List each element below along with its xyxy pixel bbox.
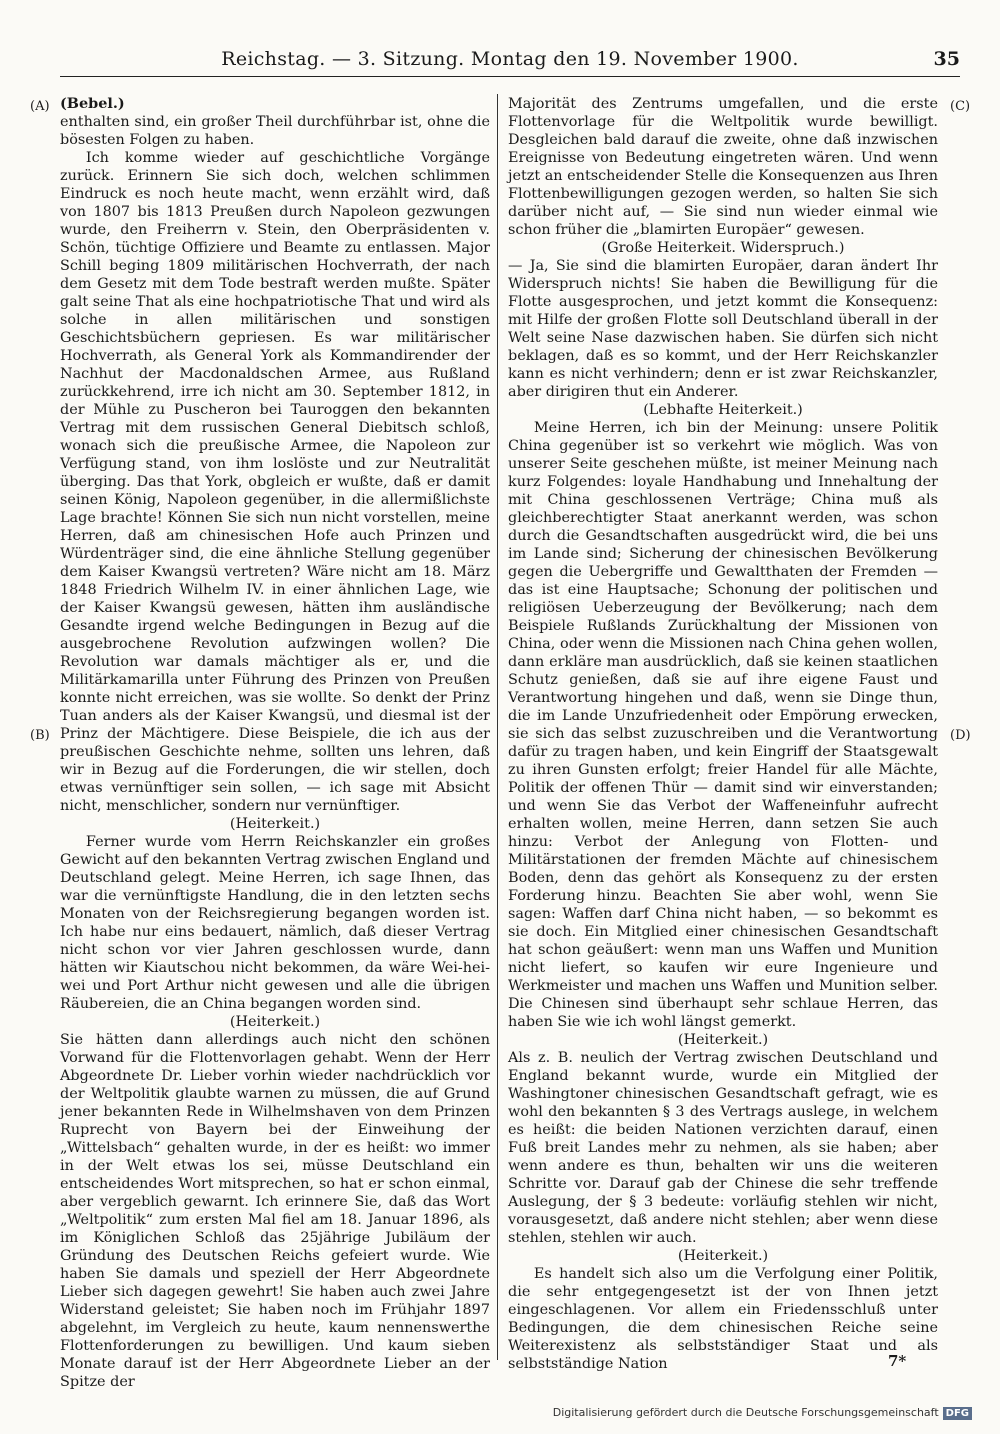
footer-credit	[553, 1406, 972, 1420]
paragraph: Ich komme wieder auf geschichtliche Vorgänge zurück. Erinnern Sie sich doch, welchen schlimmen Eindruck es noch heute macht, wenn erzählt wird, daß von 1807 bis 1813 Preußen durch Napoleon gezwungen wurde, den Freiherrn v. Stein, den Oberpräsidenten v. Schön, tüchtige Offiziere und Beamte zu entlassen. Major Schill beging 1809 militärischen Hochverrath, der nach dem Gesetz mit dem Tode bestraft werden mußte. Später galt seine That als eine hochpatriotische That und wird als solche in allen militärischen und sonstigen Geschichtsbüchern gepriesen. Es war militärischer Hochverrath, als General York als Kommandirender der Nachhut der Macdonaldschen Armee, aus Rußland zurückkehrend, irre ich nicht am 30. September 1812, in der Mühle zu Puscheron bei Tauroggen den bekannten Vertrag mit dem russischen General Diebitsch schloß, wonach sich die preußische Armee, die Napoleon zur Verfügung stand, von ihm loslöste und zur Neutralität überging. Das that York, obgleich er wußte, daß er damit seinen König, Napoleon gegenüber, in die allermißlichste Lage brachte! Können Sie sich nun nicht vorstellen, meine Herren, daß am chinesischen Hofe auch Prinzen und Würdenträger sind, die eine ähnliche Stellung gegenüber dem Kaiser Kwangsü vertreten? Wäre nicht am 18. März 1848 Friedrich Wilhelm IV. in einer ähnlichen Lage, wie der Kaiser Kwangsü gewesen, hätten ihm ausländische Gesandte irgend welche Bedingungen in Bezug auf die ausgebrochene Revolution aufzwingen wollen? Die Revolution war damals mächtiger als er, und die Militärkamarilla unter Führung des Prinzen von Preußen konnte nicht erreichen, was sie wollte. So denkt der Prinz Tuan anders als der Kaiser Kwangsü, und diesmal ist der Prinz der Mächtigere. Diese Beispiele, die ich aus der preußischen Geschichte nehme, sollten uns lehren, daß wir in Bezug auf die Forderungen, die wir stellen, doch etwas vernünftiger sein sollen, — ich sage mit Absicht nicht, menschlicher, sondern nur vernünftiger.	[60, 150, 490, 814]
footer-text: Digitalisierung gefördert durch die Deutsche Forschungsgemeinschaft	[552, 1406, 939, 1419]
speaker-label: (Bebel.)	[60, 95, 125, 112]
paragraph: Meine Herren, ich bin der Meinung: unsere Politik China gegenüber ist so verkehrt wie möglich. Was von unserer Seite geschehen müßte, ist meiner Meinung nach kurz Folgendes: loyale Handhabung und Innehaltung der mit China geschlossenen Verträge; China muß als gleichberechtigter Staat anerkannt werden, was schon durch die Gesandtschaften ausgedrückt wird, die bei uns im Lande sind; Sicherung der chinesischen Bevölkerung gegen die Uebergriffe und Gewaltthaten der Fremden — das ist eine Hauptsache; Schonung der politischen und religiösen Ueberzeugung der Bevölkerung; nach dem Beispiele Rußlands Zurückhaltung der Missionen von China, oder wenn die Missionen nach China gehen wollen, dann erkläre man ausdrücklich, daß sie keinen staatlichen Schutz genießen, daß sie auf ihre eigene Faust und Verantwortung hingehen und daß, wenn sie Dinge thun, die im Lande Unzufriedenheit oder Empörung erwecken, sie sich das selbst zuzuschreiben und die Verantwortung dafür zu tragen haben, und kein Eingriff der Staatsgewalt zu ihren Gunsten erfolgt; freier Handel für alle Mächte, Politik der offenen Thür — damit sind wir einverstanden; und wenn Sie das Verbot der Waffeneinfuhr aufrecht erhalten wollen, meine Herren, dann setzen Sie auch hinzu: Verbot der Anlegung von Flotten- und Militärstationen der fremden Mächte auf chinesischem Boden, denn das gehört als Konsequenz zu der ersten Forderung hinzu. Beachten Sie aber wohl, wenn Sie sagen: Waffen darf China nicht haben, — so bekommt es sie doch. Ein Mitglied einer chinesischen Gesandtschaft hat schon geäußert: wenn man uns Waffen und Munition nicht liefert, so kaufen wir eure Ingenieure und Werkmeister und machen uns Waffen und Munition selber. Die Chinesen sind überhaupt sehr schlaue Herren, das haben Sie wie ich wohl längst gemerkt.	[508, 420, 938, 1030]
paragraph: enthalten sind, ein großer Theil durchführbar ist, ohne die bösesten Folgen zu haben.	[60, 114, 490, 148]
paragraph: Majorität des Zentrums umgefallen, und die erste Flottenvorlage für die Weltpolitik wurde bewilligt. Desgleichen bald darauf die zweite, ohne daß inzwischen Ereignisse von Bedeutung eingetreten wären. Und wenn jetzt an entscheidender Stelle die Konsequenzen aus Ihren Flottenbewilligungen gezogen werden, so halten Sie sich darüber nicht auf, — Sie sind nun wieder einmal wie schon früher die „blamirten Europäer“ gewesen.	[508, 96, 938, 238]
interjection: (Große Heiterkeit. Widerspruch.)	[601, 240, 845, 256]
interjection: (Lebhafte Heiterkeit.)	[643, 402, 803, 418]
left-column	[60, 95, 490, 1391]
header-rule	[60, 76, 960, 77]
margin-marker-c: (C)	[950, 99, 971, 114]
margin-marker-d: (D)	[950, 728, 971, 743]
right-column	[508, 95, 938, 1373]
paragraph: Als z. B. neulich der Vertrag zwischen Deutschland und England bekannt wurde, wurde ein Mitglied der Washingtoner chinesischen Gesandtschaft gefragt, wie es wohl den bekannten § 3 des Vertrags auslege, in welchem es heißt: die beiden Nationen verzichten darauf, einen Fuß breit Landes mehr zu nehmen, als sie haben; aber wenn andere es thun, behalten wir uns die weiteren Schritte vor. Darauf gab der Chinese die sehr treffende Auslegung, der § 3 bedeute: vorläufig stehlen wir nicht, vorausgesetzt, daß andere nicht stehlen; aber wenn diese stehlen, stehlen wir auch.	[508, 1050, 938, 1246]
paragraph: Es handelt sich also um die Verfolgung einer Politik, die sehr entgegengesetzt ist der von Ihnen jetzt eingeschlagenen. Vor allem ein Friedensschluß unter Bedingungen, die dem chinesischen Reiche seine Weiterexistenz als selbstständiger Staat und als selbstständige Nation	[508, 1266, 938, 1372]
running-title: Reichstag. — 3. Sitzung. Montag den 19. November 1900.	[221, 48, 799, 70]
interjection: (Heiterkeit.)	[677, 1032, 769, 1048]
paragraph: Ferner wurde vom Herrn Reichskanzler ein großes Gewicht auf den bekannten Vertrag zwischen England und Deutschland gelegt. Meine Herren, ich sage Ihnen, das war die vernünftigste Handlung, die in den letzten sechs Monaten von der Reichsregierung begangen worden ist. Ich habe nur eins bedauert, nämlich, daß dieser Vertrag nicht schon vor vier Jahren geschlossen wurde, dann hätten wir Kiautschou nicht bekommen, da wäre Wei-hei-wei und Port Arthur nicht gewesen und alle die übrigen Räubereien, die an China begangen worden sind.	[60, 834, 490, 1012]
dfg-logo: DFG	[943, 1407, 972, 1420]
paragraph: Sie hätten dann allerdings auch nicht den schönen Vorwand für die Flottenvorlagen gehabt. Wenn der Herr Abgeordnete Dr. Lieber vorhin wieder nachdrücklich vor der Weltpolitik glaubte warnen zu müssen, die auf Grund jener bekannten Rede in Wilhelmshaven von dem Prinzen Ruprecht von Bayern bei der Einweihung der „Wittelsbach“ gehalten wurde, in der es heißt: wo immer in der Welt etwas los sei, müsse Deutschland ein entscheidendes Wort mitsprechen, so hat er schon einmal, aber vergeblich gewarnt. Ich erinnere Sie, daß das Wort „Weltpolitik“ zum ersten Mal fiel am 18. Januar 1896, als im Königlichen Schloß das 25jährige Jubiläum der Gründung des Deutschen Reichs gefeiert wurde. Wie haben Sie damals und speziell der Herr Abgeordnete Lieber sich dagegen gewehrt! Sie haben auch zwei Jahre Widerstand geleistet; Sie haben noch im Frühjahr 1897 abgelehnt, im Vergleich zu heute, kaum nennenswerthe Flottenforderungen zu bewilligen. Und kaum sieben Monate darauf ist der Herr Abgeordnete Lieber an der Spitze der	[60, 1032, 490, 1390]
interjection: (Heiterkeit.)	[229, 1014, 321, 1030]
interjection: (Heiterkeit.)	[677, 1248, 769, 1264]
page-number: 35	[933, 48, 960, 70]
interjection: (Heiterkeit.)	[229, 816, 321, 832]
page-header	[60, 48, 960, 78]
column-divider	[497, 94, 498, 1360]
signature-mark: 7*	[888, 1352, 907, 1370]
paragraph: — Ja, Sie sind die blamirten Europäer, daran ändert Ihr Widerspruch nichts! Sie haben die Bewilligung für die Flotte ausgesprochen, und jetzt kommt die Konsequenz: mit Hilfe der großen Flotte soll Deutschland überall in der Welt seine Nase dazwischen haben. Sie dürfen sich nicht beklagen, daß es so kommt, und der Herr Reichskanzler kann es nicht verhindern; denn er ist zwar Reichskanzler, aber dirigiren thut ein Anderer.	[508, 258, 938, 400]
margin-marker-b: (B)	[30, 728, 50, 743]
margin-marker-a: (A)	[30, 99, 50, 114]
